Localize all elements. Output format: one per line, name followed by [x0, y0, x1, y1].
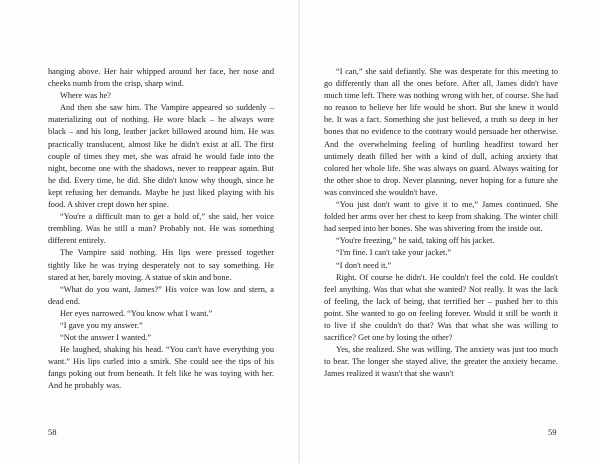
- paragraph: Yes, she realized. She was willing. The anxiety was just too much to bear. The longer she stayed alive, the greater the anxiety became. James realized it wasn't that she wasn't: [324, 345, 558, 379]
- page-number: 59: [548, 427, 557, 437]
- paragraph: “I gave you my answer.”: [60, 320, 143, 330]
- right-page-text: [324, 66, 558, 380]
- paragraph: Where was he?: [60, 91, 111, 101]
- paragraph: Right. Of course he didn't. He couldn't feel the cold. He couldn't feel anything. Was that what she wanted? Not really. It was the lack of feeling, the lack of being, that terrified her – pushed her to this point. She wanted to go on feeling forever. Would it still be worth it to live if she couldn't do that? Was that what she was willing to sacrifice? Get one by losing the other?: [324, 272, 558, 343]
- page-number: 58: [48, 427, 57, 437]
- left-page-text: [48, 66, 274, 393]
- paragraph: Her eyes narrowed. “You know what I want.”: [60, 308, 213, 318]
- paragraph: And then she saw him. The Vampire appeared so suddenly – materializing out of nothing. He wore black – he always wore black – and his long, leather jacket billowed around him. He was practically translucent, almost like he didn't exist at all. The first couple of times they met, she was afraid he would fade into the night, become one with the shadows, never to reappear again. But he did. Every time, he did. She didn't know why though, since he kept refusing her demands. Maybe he just liked playing with his food. A shiver crept down her spine.: [48, 103, 274, 210]
- paragraph: “You're a difficult man to get a hold of,” she said, her voice trembling. Was he still a man? Probably not. He was something different entirely.: [48, 212, 274, 246]
- paragraph: “I'm fine. I can't take your jacket.”: [336, 248, 452, 258]
- paragraph: “I don't need it.”: [336, 260, 392, 270]
- paragraph: The Vampire said nothing. His lips were pressed together tightly like he was trying desperately not to say something. He stared at her, barely moving. A statue of skin and bone.: [48, 248, 274, 282]
- paragraph: “Not the answer I wanted.”: [60, 333, 152, 343]
- paragraph: hanging above. Her hair whipped around her face, her nose and cheeks numb from the crisp, sharp wind.: [48, 67, 274, 89]
- paragraph: “I can,” she said defiantly. She was desperate for this meeting to go differently than all the ones before. After all, James didn't have much time left. There was nothing wrong with her, of course. She had no reason to believe her life would be short. But she knew it would be. It was a fact. Something she just believed, a truth so deep in her bones that no evidence to the contrary would persuade her otherwise. And the overwhelming feeling of hurtling headfirst toward her untimely death filled her with a kind of dull, aching anxiety that colored her whole life. She was always on guard. Always waiting for the other shoe to drop. Never planning, never hoping for a future she was convinced she wouldn't have.: [324, 67, 558, 197]
- paragraph: “You're freezing,” he said, taking off his jacket.: [336, 236, 495, 246]
- paragraph: “What do you want, James?” His voice was low and stern, a dead end.: [48, 284, 274, 306]
- paragraph: He laughed, shaking his head. “You can't have everything you want.” His lips curled into a smirk. She could see the tips of his fangs poking out from beneath. It felt like he was toying with her. And he probably was.: [48, 345, 274, 391]
- paragraph: “You just don't want to give it to me,” James continued. She folded her arms over her chest to keep from shaking. The winter chill had seeped into her bones. She was shivering from the inside out.: [324, 200, 558, 234]
- right-page: [300, 0, 600, 463]
